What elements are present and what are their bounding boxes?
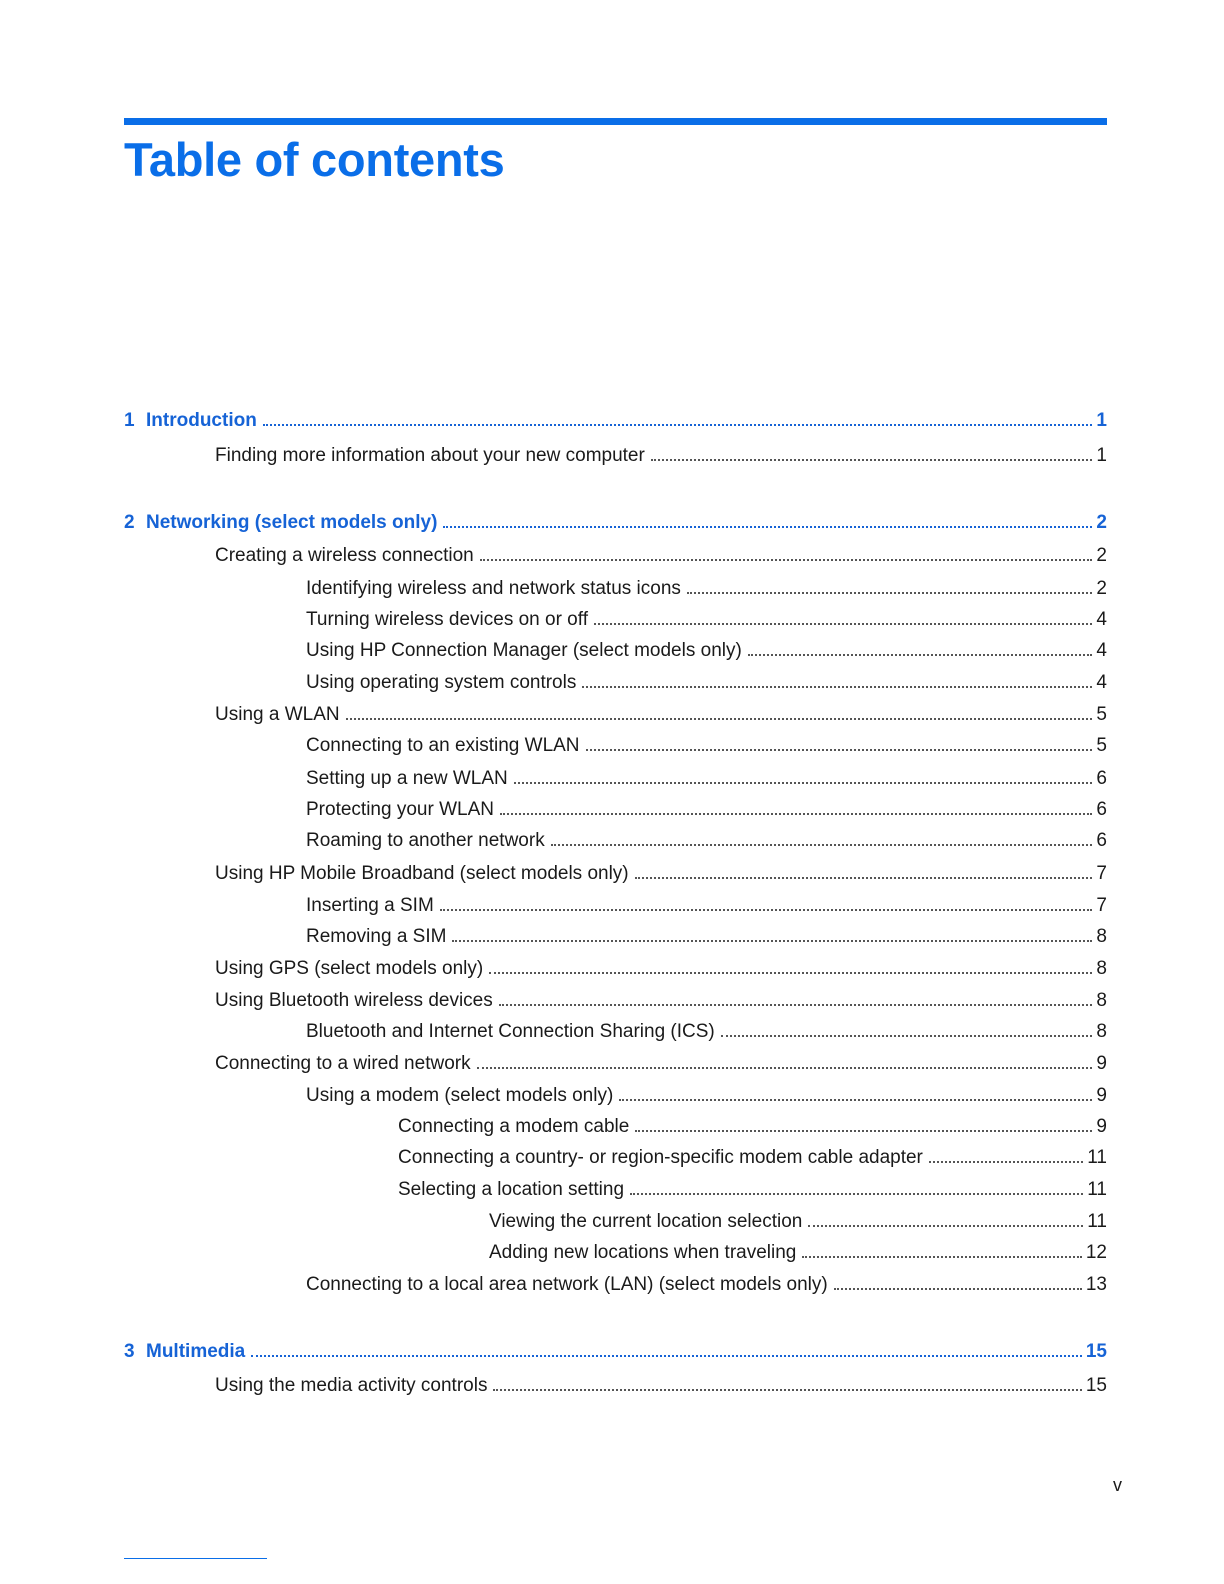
toc-entry-title: Connecting to a local area network (LAN) (select models only) bbox=[306, 1274, 828, 1295]
chapter-number: 1 bbox=[124, 410, 135, 431]
toc-entry[interactable] bbox=[215, 954, 1107, 981]
toc-entry[interactable] bbox=[306, 1270, 1107, 1297]
toc-entry-title: Inserting a SIM bbox=[306, 895, 434, 916]
dot-leader bbox=[500, 795, 1092, 815]
dot-leader bbox=[493, 1371, 1081, 1391]
toc-entry-title: Using HP Connection Manager (select models only) bbox=[306, 640, 742, 661]
toc-entry[interactable] bbox=[489, 1238, 1107, 1265]
toc-entry[interactable] bbox=[306, 574, 1107, 601]
toc-entry-title: Using operating system controls bbox=[306, 672, 577, 693]
toc-entry[interactable] bbox=[398, 1143, 1107, 1170]
page-number: v bbox=[1113, 1475, 1122, 1495]
toc-entry-page: 6 bbox=[1096, 830, 1107, 851]
toc-entry-page: 7 bbox=[1096, 863, 1107, 884]
toc-entry-title: Viewing the current location selection bbox=[489, 1211, 803, 1232]
toc-chapter-entry[interactable] bbox=[124, 406, 1107, 433]
chapter-number: 3 bbox=[124, 1341, 135, 1362]
toc-entry-title: Connecting to an existing WLAN bbox=[306, 735, 580, 756]
dot-leader bbox=[440, 891, 1093, 911]
toc-entry-title: Using GPS (select models only) bbox=[215, 958, 484, 979]
toc-chapter-entry[interactable] bbox=[124, 1337, 1107, 1364]
toc-entry-page: 11 bbox=[1087, 1179, 1107, 1200]
toc-entry[interactable] bbox=[306, 764, 1107, 791]
toc-entry-title: Removing a SIM bbox=[306, 926, 447, 947]
dot-leader bbox=[594, 605, 1092, 625]
toc-entry-title: Turning wireless devices on or off bbox=[306, 609, 588, 630]
dot-leader bbox=[687, 574, 1093, 594]
toc-entry-page: 1 bbox=[1096, 410, 1107, 431]
toc-entry-title: Identifying wireless and network status icons bbox=[306, 578, 681, 599]
toc-entry-title: Using the media activity controls bbox=[215, 1375, 488, 1396]
toc-entry-title: Using HP Mobile Broadband (select models only) bbox=[215, 863, 629, 884]
dot-leader bbox=[443, 508, 1092, 528]
toc-entry-title: Roaming to another network bbox=[306, 830, 545, 851]
toc-entry[interactable] bbox=[306, 795, 1107, 822]
toc-entry-page: 4 bbox=[1096, 609, 1107, 630]
toc-entry[interactable] bbox=[398, 1112, 1107, 1139]
toc-chapter-entry[interactable] bbox=[124, 508, 1107, 535]
toc-entry-title: Connecting to a wired network bbox=[215, 1053, 471, 1074]
toc-entry-page: 6 bbox=[1096, 799, 1107, 820]
toc-entry-title: Using Bluetooth wireless devices bbox=[215, 990, 493, 1011]
toc-entry[interactable] bbox=[489, 1207, 1107, 1234]
toc-entry[interactable] bbox=[306, 922, 1107, 949]
toc-entry-page: 13 bbox=[1085, 1274, 1107, 1295]
toc-entry[interactable] bbox=[306, 668, 1107, 695]
toc-entry[interactable] bbox=[398, 1175, 1107, 1202]
table-of-contents bbox=[124, 0, 1107, 1584]
toc-entry-page: 5 bbox=[1096, 735, 1107, 756]
toc-entry[interactable] bbox=[215, 1371, 1107, 1398]
toc-entry-title: Using a WLAN bbox=[215, 704, 340, 725]
toc-entry-title: Creating a wireless connection bbox=[215, 545, 474, 566]
toc-entry[interactable] bbox=[215, 1049, 1107, 1076]
toc-entry[interactable] bbox=[306, 731, 1107, 758]
toc-entry[interactable] bbox=[215, 859, 1107, 886]
toc-entry-page: 15 bbox=[1085, 1375, 1107, 1396]
toc-entry[interactable] bbox=[306, 826, 1107, 853]
toc-entry-page: 1 bbox=[1096, 445, 1107, 466]
toc-entry[interactable] bbox=[215, 986, 1107, 1013]
toc-entry-page: 6 bbox=[1096, 768, 1107, 789]
dot-leader bbox=[808, 1207, 1083, 1227]
dot-leader bbox=[651, 441, 1093, 461]
dot-leader bbox=[251, 1337, 1082, 1357]
toc-entry-page: 2 bbox=[1096, 512, 1107, 533]
toc-entry[interactable] bbox=[306, 891, 1107, 918]
toc-entry-page: 15 bbox=[1085, 1341, 1107, 1362]
toc-entry-title: Bluetooth and Internet Connection Sharing (ICS) bbox=[306, 1021, 715, 1042]
toc-entry-title: Multimedia bbox=[146, 1341, 246, 1362]
dot-leader bbox=[619, 1081, 1092, 1101]
dot-leader bbox=[489, 954, 1092, 974]
toc-entry[interactable] bbox=[215, 541, 1107, 568]
dot-leader bbox=[586, 731, 1093, 751]
dot-leader bbox=[721, 1017, 1093, 1037]
page-title: Table of contents bbox=[124, 133, 505, 186]
toc-entry-page: 9 bbox=[1096, 1116, 1107, 1137]
dot-leader bbox=[834, 1270, 1082, 1290]
toc-entry-page: 8 bbox=[1096, 958, 1107, 979]
dot-leader bbox=[477, 1049, 1093, 1069]
toc-entry[interactable] bbox=[306, 605, 1107, 632]
toc-entry-page: 9 bbox=[1096, 1053, 1107, 1074]
dot-leader bbox=[630, 1175, 1083, 1195]
dot-leader bbox=[802, 1238, 1082, 1258]
dot-leader bbox=[452, 922, 1092, 942]
footnote-rule bbox=[124, 1558, 267, 1559]
dot-leader bbox=[514, 764, 1093, 784]
dot-leader bbox=[551, 826, 1093, 846]
toc-entry-title: Finding more information about your new computer bbox=[215, 445, 645, 466]
toc-entry-page: 2 bbox=[1096, 545, 1107, 566]
dot-leader bbox=[263, 406, 1093, 426]
toc-entry-page: 4 bbox=[1096, 672, 1107, 693]
dot-leader bbox=[499, 986, 1093, 1006]
toc-entry[interactable] bbox=[215, 700, 1107, 727]
toc-entry-title: Connecting a modem cable bbox=[398, 1116, 630, 1137]
toc-entry-page: 5 bbox=[1096, 704, 1107, 725]
toc-entry-page: 11 bbox=[1087, 1211, 1107, 1232]
toc-entry-title: Setting up a new WLAN bbox=[306, 768, 508, 789]
toc-entry[interactable] bbox=[306, 1081, 1107, 1108]
toc-entry-title: Protecting your WLAN bbox=[306, 799, 494, 820]
toc-entry-title: Using a modem (select models only) bbox=[306, 1085, 614, 1106]
toc-entry-page: 12 bbox=[1085, 1242, 1107, 1263]
toc-entry-page: 8 bbox=[1096, 926, 1107, 947]
dot-leader bbox=[346, 700, 1093, 720]
chapter-number: 2 bbox=[124, 512, 135, 533]
dot-leader bbox=[635, 859, 1093, 879]
toc-entry-title: Adding new locations when traveling bbox=[489, 1242, 797, 1263]
toc-entry[interactable] bbox=[215, 441, 1107, 468]
toc-entry-page: 11 bbox=[1087, 1147, 1107, 1168]
dot-leader bbox=[582, 668, 1092, 688]
toc-entry-title: Selecting a location setting bbox=[398, 1179, 625, 1200]
toc-entry-page: 8 bbox=[1096, 990, 1107, 1011]
toc-entry-title: Connecting a country- or region-specific modem cable adapter bbox=[398, 1147, 923, 1168]
toc-entry[interactable] bbox=[306, 1017, 1107, 1044]
toc-entry-title: Networking (select models only) bbox=[146, 512, 438, 533]
toc-entry-page: 7 bbox=[1096, 895, 1107, 916]
toc-entry-page: 4 bbox=[1096, 640, 1107, 661]
toc-entry-page: 2 bbox=[1096, 578, 1107, 599]
dot-leader bbox=[480, 541, 1093, 561]
toc-entry-page: 9 bbox=[1096, 1085, 1107, 1106]
toc-entry-title: Introduction bbox=[146, 410, 257, 431]
dot-leader bbox=[748, 636, 1093, 656]
dot-leader bbox=[929, 1143, 1083, 1163]
toc-entry[interactable] bbox=[306, 636, 1107, 663]
dot-leader bbox=[635, 1112, 1092, 1132]
toc-entry-page: 8 bbox=[1096, 1021, 1107, 1042]
